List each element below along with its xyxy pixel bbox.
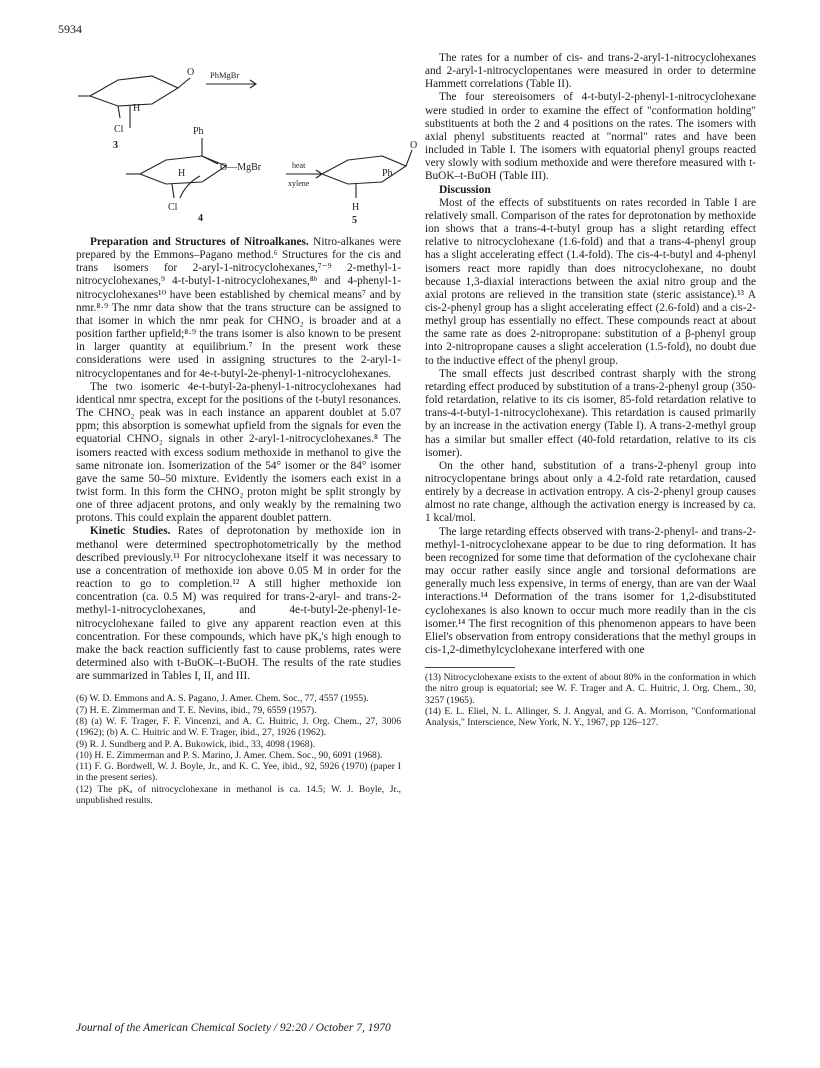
footnote: (8) (a) W. F. Trager, F. F. Vincenzi, and A. C. Huitric, J. Org. Chem., 27, 3006 (1962); (b) A. C. Huitric and W. F. Trager, ibid., 27, 1926 (1962).	[76, 715, 401, 739]
paragraph-kinetic	[76, 525, 401, 683]
paragraph-isomers: The two isomeric 4e-t-butyl-2a-phenyl-1-nitrocyclohexanes had identical nmr spectra, except for the positions of the t-butyl resonances. The CHNO₂ peak was in each instance an apparent doublet at 5.07 ppm; this absorption is somewhat upfield from the signals for even the equatorial CHNO₂ signals in other 2-aryl-1-nitrocyclohexanes.⁸ The isomers reacted with excess sodium methoxide in methanol to give the same nitronate ion. Isomerization of the 54° isomer or the 84° isomer gave the same 50–50 mixture. Evidently the isomers each exist in a twist form. In this form the CHNO₂ proton might be split strongly by one of three adjacent protons, and only weakly by the remaining two protons. This could explain the apparent doublet pattern.	[76, 380, 401, 525]
atom-o-5: O	[410, 140, 418, 151]
paragraph-rates: The rates for a number of cis- and trans-2-aryl-1-nitrocyclohexanes and 2-aryl-1-nitrocyclopentanes were measured in order to determine Hammett correlations (Table II).	[425, 52, 756, 91]
atom-cl-3: Cl	[114, 124, 124, 135]
section-heading-kinetic: Kinetic Studies.	[90, 525, 171, 538]
atom-cl-4: Cl	[168, 202, 178, 213]
atom-h-5: H	[352, 202, 360, 213]
left-column	[76, 236, 401, 806]
footnote: (9) R. J. Sundberg and P. A. Bukowick, ibid., 33, 4098 (1968).	[76, 738, 316, 750]
atom-h-4: H	[178, 168, 186, 179]
section-heading-preparation: Preparation and Structures of Nitroalkanes.	[90, 236, 309, 248]
compound-label-3: 3	[113, 140, 118, 151]
footnote: (7) H. E. Zimmerman and T. E. Nevins, ibid., 79, 6559 (1957).	[76, 704, 317, 716]
paragraph-preparation	[76, 236, 401, 381]
paragraph-discussion-1: Most of the effects of substituents on rates recorded in Table I are relatively small. Comparison of the rates for deprotonation by methoxide ion shows that a trans-4-t-butyl group has a slight retarding effect relative to nitrocyclohexane (1.6-fold) and that a trans-4-phenyl group has a slight accelerating effect (1.4-fold). The cis-4-t-butyl and 4-phenyl isomers react more rapidly than does nitrocyclohexane, no doubt because 1,3-diaxial interactions between the axial nitro group and the axial protons are relieved in the transition state (steric assistance).¹³ A cis-2-phenyl group has a slight accelerating effect (2.6-fold) and a cis-2-methyl group has essentially no effect. These compounds react at about the same rate as does 2-nitropropane: substitution of a β-phenyl group into 2-nitropropane causes a slight acceleration (1.5-fold), no doubt due to the inductive effect of the phenyl group.	[425, 196, 756, 367]
footnote: (10) H. E. Zimmerman and P. S. Marino, J. Amer. Chem. Soc., 90, 6091 (1968).	[76, 749, 383, 761]
paragraph-kinetic-body: Rates of deprotonation by methoxide ion in methanol were determined spectrophotometrically by the method described previously.¹¹ For nitrocyclohexane itself it was necessary to use a concentration of methoxide ion above 0.05 M in order for the reaction to go to completion.¹² A still higher methoxide ion concentration (ca. 0.5 M) was required for trans-2-aryl- and trans-2-methyl-1-nitrocyclohexanes, and 4e-t-butyl-2e-phenyl-1e-nitrocyclohexane failed to give any apparent reaction even at this concentration. For these compounds, which have pKₐ's high enough to make the back reaction sufficiently fast to cause problems, rates were determined also with t-BuOK–t-BuOH. The results of the rate studies are summarized in Tables I, II, and III.	[76, 525, 401, 683]
right-column	[425, 52, 756, 729]
atom-ph-4: Ph	[193, 126, 204, 137]
solvent-label: xylene	[288, 179, 310, 188]
footnote: (14) E. L. Eliel, N. L. Allinger, S. J. Angyal, and G. A. Morrison, "Conformational Analysis," Interscience, New York, N. Y., 1967, pp 126–127.	[425, 706, 756, 729]
footnotes-left	[76, 693, 401, 806]
compound-label-5: 5	[352, 215, 357, 226]
footnote: (11) F. G. Bordwell, W. J. Boyle, Jr., and K. C. Yee, ibid., 92, 5926 (1970) (paper I in the present series).	[76, 761, 401, 784]
compound-label-4: 4	[198, 213, 203, 224]
atom-ph-5: Ph	[382, 168, 393, 179]
footnote: (12) The pKₐ of nitrocyclohexane in methanol is ca. 14.5; W. J. Boyle, Jr., unpublished results.	[76, 783, 401, 806]
atom-h-3: H	[133, 103, 141, 114]
heat-label: heat	[292, 161, 306, 170]
section-heading-discussion: Discussion	[439, 183, 491, 196]
footnotes-right	[425, 672, 756, 728]
paragraph-preparation-body: Nitro-alkanes were prepared by the Emmons–Pagano method.⁶ Structures for the cis and trans isomers for 2-aryl-1-nitrocyclohexanes,⁷⁻⁹ 2-methyl-1-nitrocyclohexanes,⁹ 4-t-butyl-1-nitrocyclohexanes,⁸ᵇ and 4-phenyl-1-nitrocyclohexanes¹⁰ have been established by chemical means⁷ and by nmr.⁸·⁹ The nmr data show that the trans structure can be assigned to that isomer in which the nmr peak for CHNO₂ is broader and at a position farther upfield;⁸·⁹ the trans isomer is also known to be present in larger quantity at equilibrium.⁷ In the present work these considerations were used in assigning structures to the 2-aryl-1-nitrocyclopentanes and for 4e-t-butyl-2e-phenyl-1-nitrocyclohexanes.	[76, 236, 401, 380]
paragraph-discussion-2: The small effects just described contrast sharply with the strong retarding effect produced by substitution of a trans-2-phenyl group (350-fold retardation, relative to its cis isomer, 85-fold retardation relative to trans-4-t-butyl-1-nitrocyclohexane). This retardation is caused primarily by an increase in the activation energy (Table I). A trans-2-methyl group has a similar but smaller effect (40-fold retardation, relative to its cis isomer).	[425, 367, 756, 459]
footnote: (13) Nitrocyclohexane exists to the extent of about 80% in the conformation in which the nitro group is equatorial; see W. F. Trager and A. C. Huitric, J. Org. Chem., 30, 3257 (1965).	[425, 672, 756, 706]
footnote: (6) W. D. Emmons and A. S. Pagano, J. Amer. Chem. Soc., 77, 4557 (1955).	[76, 693, 369, 705]
footnote-divider	[425, 667, 515, 668]
paragraph-stereoisomers: The four stereoisomers of 4-t-butyl-2-phenyl-1-nitrocyclohexane were studied in order to examine the effect of "conformation holding" substituents at both the 2 and 4 positions on the rates. The isomers with axial phenyl substituents reacted at "normal" rates and have been included in Table I. The isomers with equatorial phenyl groups reacted very slowly with sodium methoxide and were therefore measured with t-BuOK–t-BuOH (Table III).	[425, 91, 756, 183]
journal-footer: Journal of the American Chemical Society / 92:20 / October 7, 1970	[76, 1022, 391, 1034]
paragraph-discussion-3: On the other hand, substitution of a trans-2-phenyl group into nitrocyclopentane brings about only a 4.2-fold rate retardation, caused entirely by a decrease in activation entropy. A cis-2-phenyl group causes almost no rate change, although the activation energy is increased by ca. 1 kcal/mol.	[425, 459, 756, 525]
atom-o-3: O	[187, 67, 195, 78]
reagent-phmgbr: PhMgBr	[210, 70, 240, 80]
atom-omgbr-4: O—MgBr	[220, 162, 262, 173]
paragraph-discussion-4: The large retarding effects observed with trans-2-phenyl- and trans-2-methyl-1-nitrocyclohexane appear to be due to ring deformation. It has been recognized for some time that deformation of the cyclohexane chair may occur rather easily since angle and torsional deformations are generally much less expensive, in terms of energy, than are van der Waal interactions.¹⁴ Deformation of the trans isomer for 1,2-disubstituted cyclohexanes is also known to occur much more readily than in the cis isomer.¹⁴ The first recognition of this phenomenon appears to have been Eliel's observation from entropy considerations that the methyl groups in cis-1,2-dimethylcyclohexane interfered with one	[425, 525, 756, 657]
reaction-scheme	[60, 48, 420, 233]
page-number: 5934	[58, 22, 82, 36]
